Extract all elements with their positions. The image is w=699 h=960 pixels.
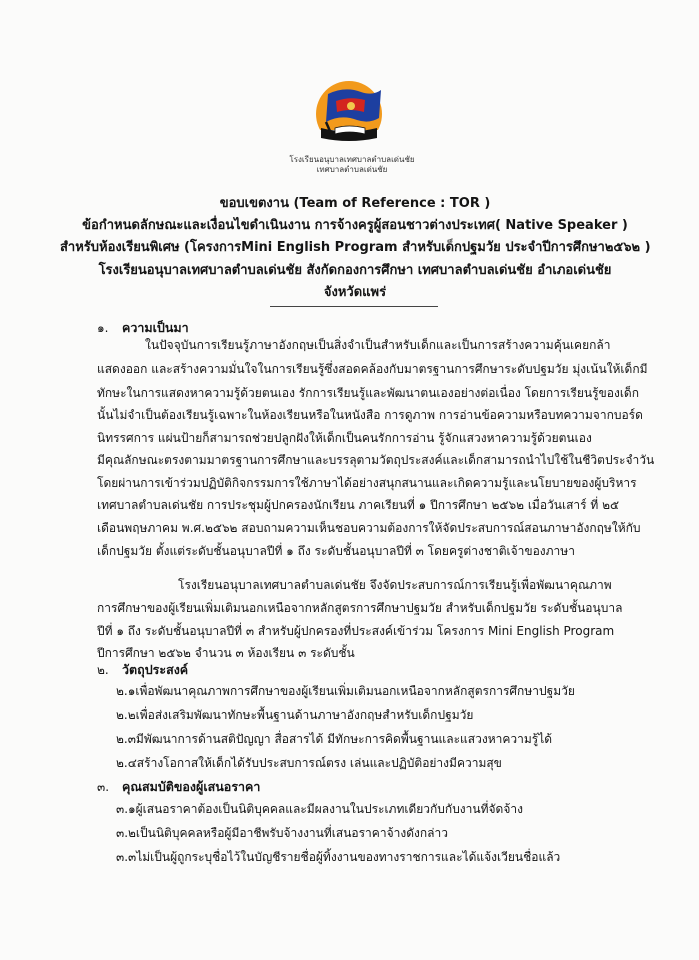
section1-heading: ความเป็นมา bbox=[122, 320, 189, 335]
section3-item: ๓.๑ผู้เสนอราคาต้องเป็นนิติบุคคลและมีผลงานในประเภทเดียวกับกับงานที่จัดจ้าง bbox=[116, 802, 523, 816]
section1-number: ๑. bbox=[97, 321, 109, 335]
section1-para1-line: มีคุณลักษณะตรงตามมาตรฐานการศึกษาและบรรลุตามวัตถุประสงค์และเด็กสามารถนำไปใช้ในชีวิตประจำวัน bbox=[97, 453, 655, 467]
section1-para1-line: โดยผ่านการเข้าร่วมปฏิบัติกิจกรรมการใช้ภาษาได้อย่างสนุกสนานและเกิดความรู้และนโยบายของผู้บริหาร bbox=[97, 476, 637, 490]
section3-item: ๓.๓ไม่เป็นผู้ถูกระบุชื่อไว้ในบัญชีรายชื่อผู้ทิ้งงานของทางราชการและได้แจ้งเวียนชื่อแล้ว bbox=[116, 850, 561, 864]
section1-para1-line: เด็กปฐมวัย ตั้งแต่ระดับชั้นอนุบาลปีที่ ๑ ถึง ระดับชั้นอนุบาลปีที่ ๓ โดยครูต่างชาติเจ้าของภาษา bbox=[97, 544, 575, 558]
document-title: ขอบเขตงาน (Team of Reference : TOR ) bbox=[219, 196, 491, 211]
document-subtitle-3: โรงเรียนอนุบาลเทศบาลตำบลเด่นชัย สังกัดกองการศึกษา เทศบาลตำบลเด่นชัย อำเภอเด่นชัย bbox=[98, 263, 612, 278]
section1-para1-line: นิทรรศการ แผ่นป้ายก็สามารถช่วยปลูกฝังให้เด็กเป็นคนรักการอ่าน รู้จักแสวงหาความรู้ด้วยตนเอง bbox=[97, 431, 592, 445]
logo-school-name: โรงเรียนอนุบาลเทศบาลตำบลเด่นชัย bbox=[289, 155, 415, 164]
document-subtitle-2: สำหรับห้องเรียนพิเศษ (โครงการMini English Program สำหรับเด็กปฐมวัย ประจำปีการศึกษา๒๕๖๒ ) bbox=[60, 240, 651, 255]
section3-item: ๓.๒เป็นนิติบุคคลหรือผู้มีอาชีพรับจ้างงานที่เสนอราคาจ้างดังกล่าว bbox=[116, 826, 448, 840]
section1-para2-line: การศึกษาของผู้เรียนเพิ่มเติมนอกเหนือจากหลักสูตรการศึกษาปฐมวัย สำหรับเด็กปฐมวัย ระดับชั้นอนุบาล bbox=[97, 601, 623, 615]
section1-para1-line: นั้นไม่จำเป็นต้องเรียนรู้เฉพาะในห้องเรียนหรือในหนังสือ การดูภาพ การอ่านข้อความหรือบทความจากบอร์ด bbox=[97, 408, 643, 422]
title-divider bbox=[270, 306, 438, 307]
section2-number: ๒. bbox=[97, 663, 109, 677]
section2-item: ๒.๑เพื่อพัฒนาคุณภาพการศึกษาของผู้เรียนเพิ่มเติมนอกเหนือจากหลักสูตรการศึกษาปฐมวัย bbox=[116, 684, 575, 698]
logo-municipality-name: เทศบาลตำบลเด่นชัย bbox=[316, 165, 388, 174]
document-subtitle-1: ข้อกำหนดลักษณะและเงื่อนไขดำเนินงาน การจ้างครูผู้สอนชาวต่างประเทศ( Native Speaker ) bbox=[82, 218, 628, 233]
section2-item: ๒.๔สร้างโอกาสให้เด็กได้รับประสบการณ์ตรง เล่นและปฏิบัติอย่างมีความสุข bbox=[116, 756, 502, 770]
section1-para1-line: เทศบาลตำบลเด่นชัย การประชุมผู้ปกครองนักเรียน ภาคเรียนที่ ๑ ปีการศึกษา ๒๕๖๒ เมื่อวันเสาร์ ที่ ๒๕ bbox=[97, 498, 620, 512]
section1-para1-line: เดือนพฤษภาคม พ.ศ.๒๕๖๒ สอบถามความเห็นชอบความต้องการให้จัดประสบการณ์สอนภาษาอังกฤษให้กับ bbox=[97, 521, 641, 535]
section2-item: ๒.๒เพื่อส่งเสริมพัฒนาทักษะพื้นฐานด้านภาษาอังกฤษสำหรับเด็กปฐมวัย bbox=[116, 708, 474, 722]
section3-number: ๓. bbox=[97, 780, 110, 794]
section1-para1-line: ทักษะในการแสดงหาความรู้ด้วยตนเอง รักการเรียนรู้และพัฒนาตนเองอย่างต่อเนื่อง โดยการเรียนรู้ของเด็ก bbox=[97, 386, 639, 400]
section2-item: ๒.๓มีพัฒนาการด้านสติปัญญา สื่อสารได้ มีทักษะการคิดพื้นฐานและแสวงหาความรู้ได้ bbox=[116, 732, 553, 746]
school-logo bbox=[295, 78, 403, 146]
section1-para2-line: ปีที่ ๑ ถึง ระดับชั้นอนุบาลปีที่ ๓ สำหรับผู้ปกครองที่ประสงค์เข้าร่วม โครงการ Mini English Program bbox=[97, 624, 615, 638]
document-subtitle-4: จังหวัดแพร่ bbox=[323, 285, 387, 300]
section3-heading: คุณสมบัติของผู้เสนอราคา bbox=[122, 779, 261, 794]
section1-para2-line: ปีการศึกษา ๒๕๖๒ จำนวน ๓ ห้องเรียน ๓ ระดับชั้น bbox=[97, 646, 355, 660]
section1-para2-line: โรงเรียนอนุบาลเทศบาลตำบลเด่นชัย จึงจัดประสบการณ์การเรียนรู้เพื่อพัฒนาคุณภาพ bbox=[178, 578, 612, 592]
section1-para1-line: แสดงออก และสร้างความมั่นใจในการเรียนรู้ซึ่งสอดคล้องกับมาตรฐานการศึกษาระดับปฐมวัย มุ่งเน้นให้เด็กมี bbox=[97, 362, 648, 376]
section2-heading: วัตถุประสงค์ bbox=[122, 662, 189, 677]
section1-para1-line: ในปัจจุบันการเรียนรู้ภาษาอังกฤษเป็นสิ่งจำเป็นสำหรับเด็กและเป็นการสร้างความคุ้นเคยกล้า bbox=[145, 338, 611, 352]
